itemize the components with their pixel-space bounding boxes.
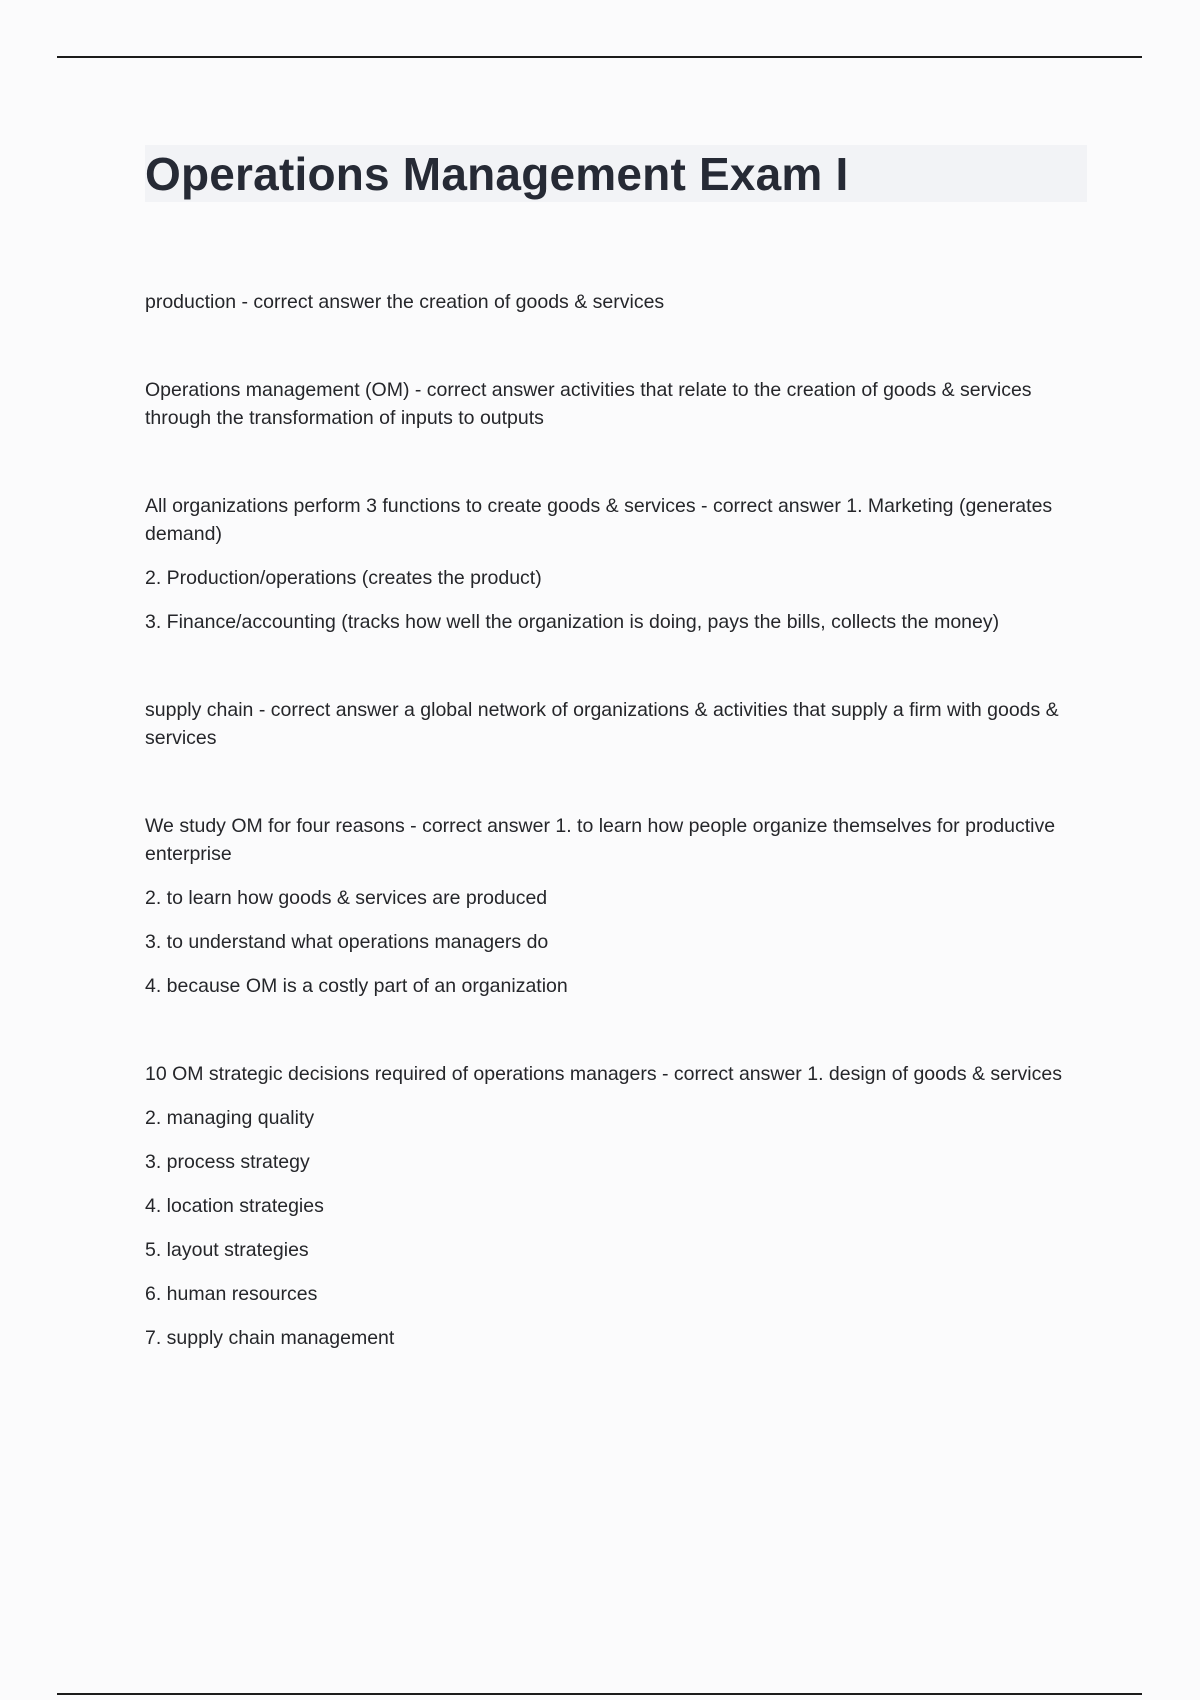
- bottom-rule: [57, 1693, 1142, 1695]
- entry-text: Operations management (OM) - correct answer activities that relate to the creation of goods & services through the transformation of inputs to outputs: [145, 379, 1032, 429]
- entry-text: All organizations perform 3 functions to create goods & services - correct answer 1. Marketing (generates demand): [145, 495, 1053, 545]
- top-rule: [57, 56, 1142, 58]
- list-item: 4. because OM is a costly part of an organization: [145, 975, 568, 997]
- list-item: 3. to understand what operations managers do: [145, 931, 549, 953]
- entry-text: 10 OM strategic decisions required of operations managers - correct answer 1. design of goods & services: [145, 1063, 1062, 1085]
- list-item: 5. layout strategies: [145, 1239, 309, 1261]
- entry-strategic-decisions: [145, 1060, 1087, 1352]
- entry-four-reasons: [145, 812, 1087, 1000]
- entry-supply-chain: [145, 696, 1087, 752]
- list-item: 3. Finance/accounting (tracks how well the organization is doing, pays the bills, collects the money): [145, 611, 1000, 633]
- entry-text: production - correct answer the creation of goods & services: [145, 291, 665, 313]
- list-item: 4. location strategies: [145, 1195, 324, 1217]
- page-title: Operations Management Exam I: [145, 147, 849, 200]
- list-item: 7. supply chain management: [145, 1327, 395, 1349]
- entry-list: [145, 288, 1087, 1352]
- document-body: [145, 145, 1087, 1412]
- list-item: 6. human resources: [145, 1283, 318, 1305]
- entry-text: supply chain - correct answer a global network of organizations & activities that supply a firm with goods & services: [145, 699, 1059, 749]
- entry-operations-management: [145, 376, 1087, 432]
- entry-production: [145, 288, 1087, 316]
- title-band: [145, 145, 1087, 202]
- list-item: 3. process strategy: [145, 1151, 310, 1173]
- entry-text: We study OM for four reasons - correct answer 1. to learn how people organize themselves for productive enterprise: [145, 815, 1056, 865]
- list-item: 2. Production/operations (creates the product): [145, 567, 542, 589]
- entry-three-functions: [145, 492, 1087, 636]
- list-item: 2. managing quality: [145, 1107, 315, 1129]
- list-item: 2. to learn how goods & services are produced: [145, 887, 548, 909]
